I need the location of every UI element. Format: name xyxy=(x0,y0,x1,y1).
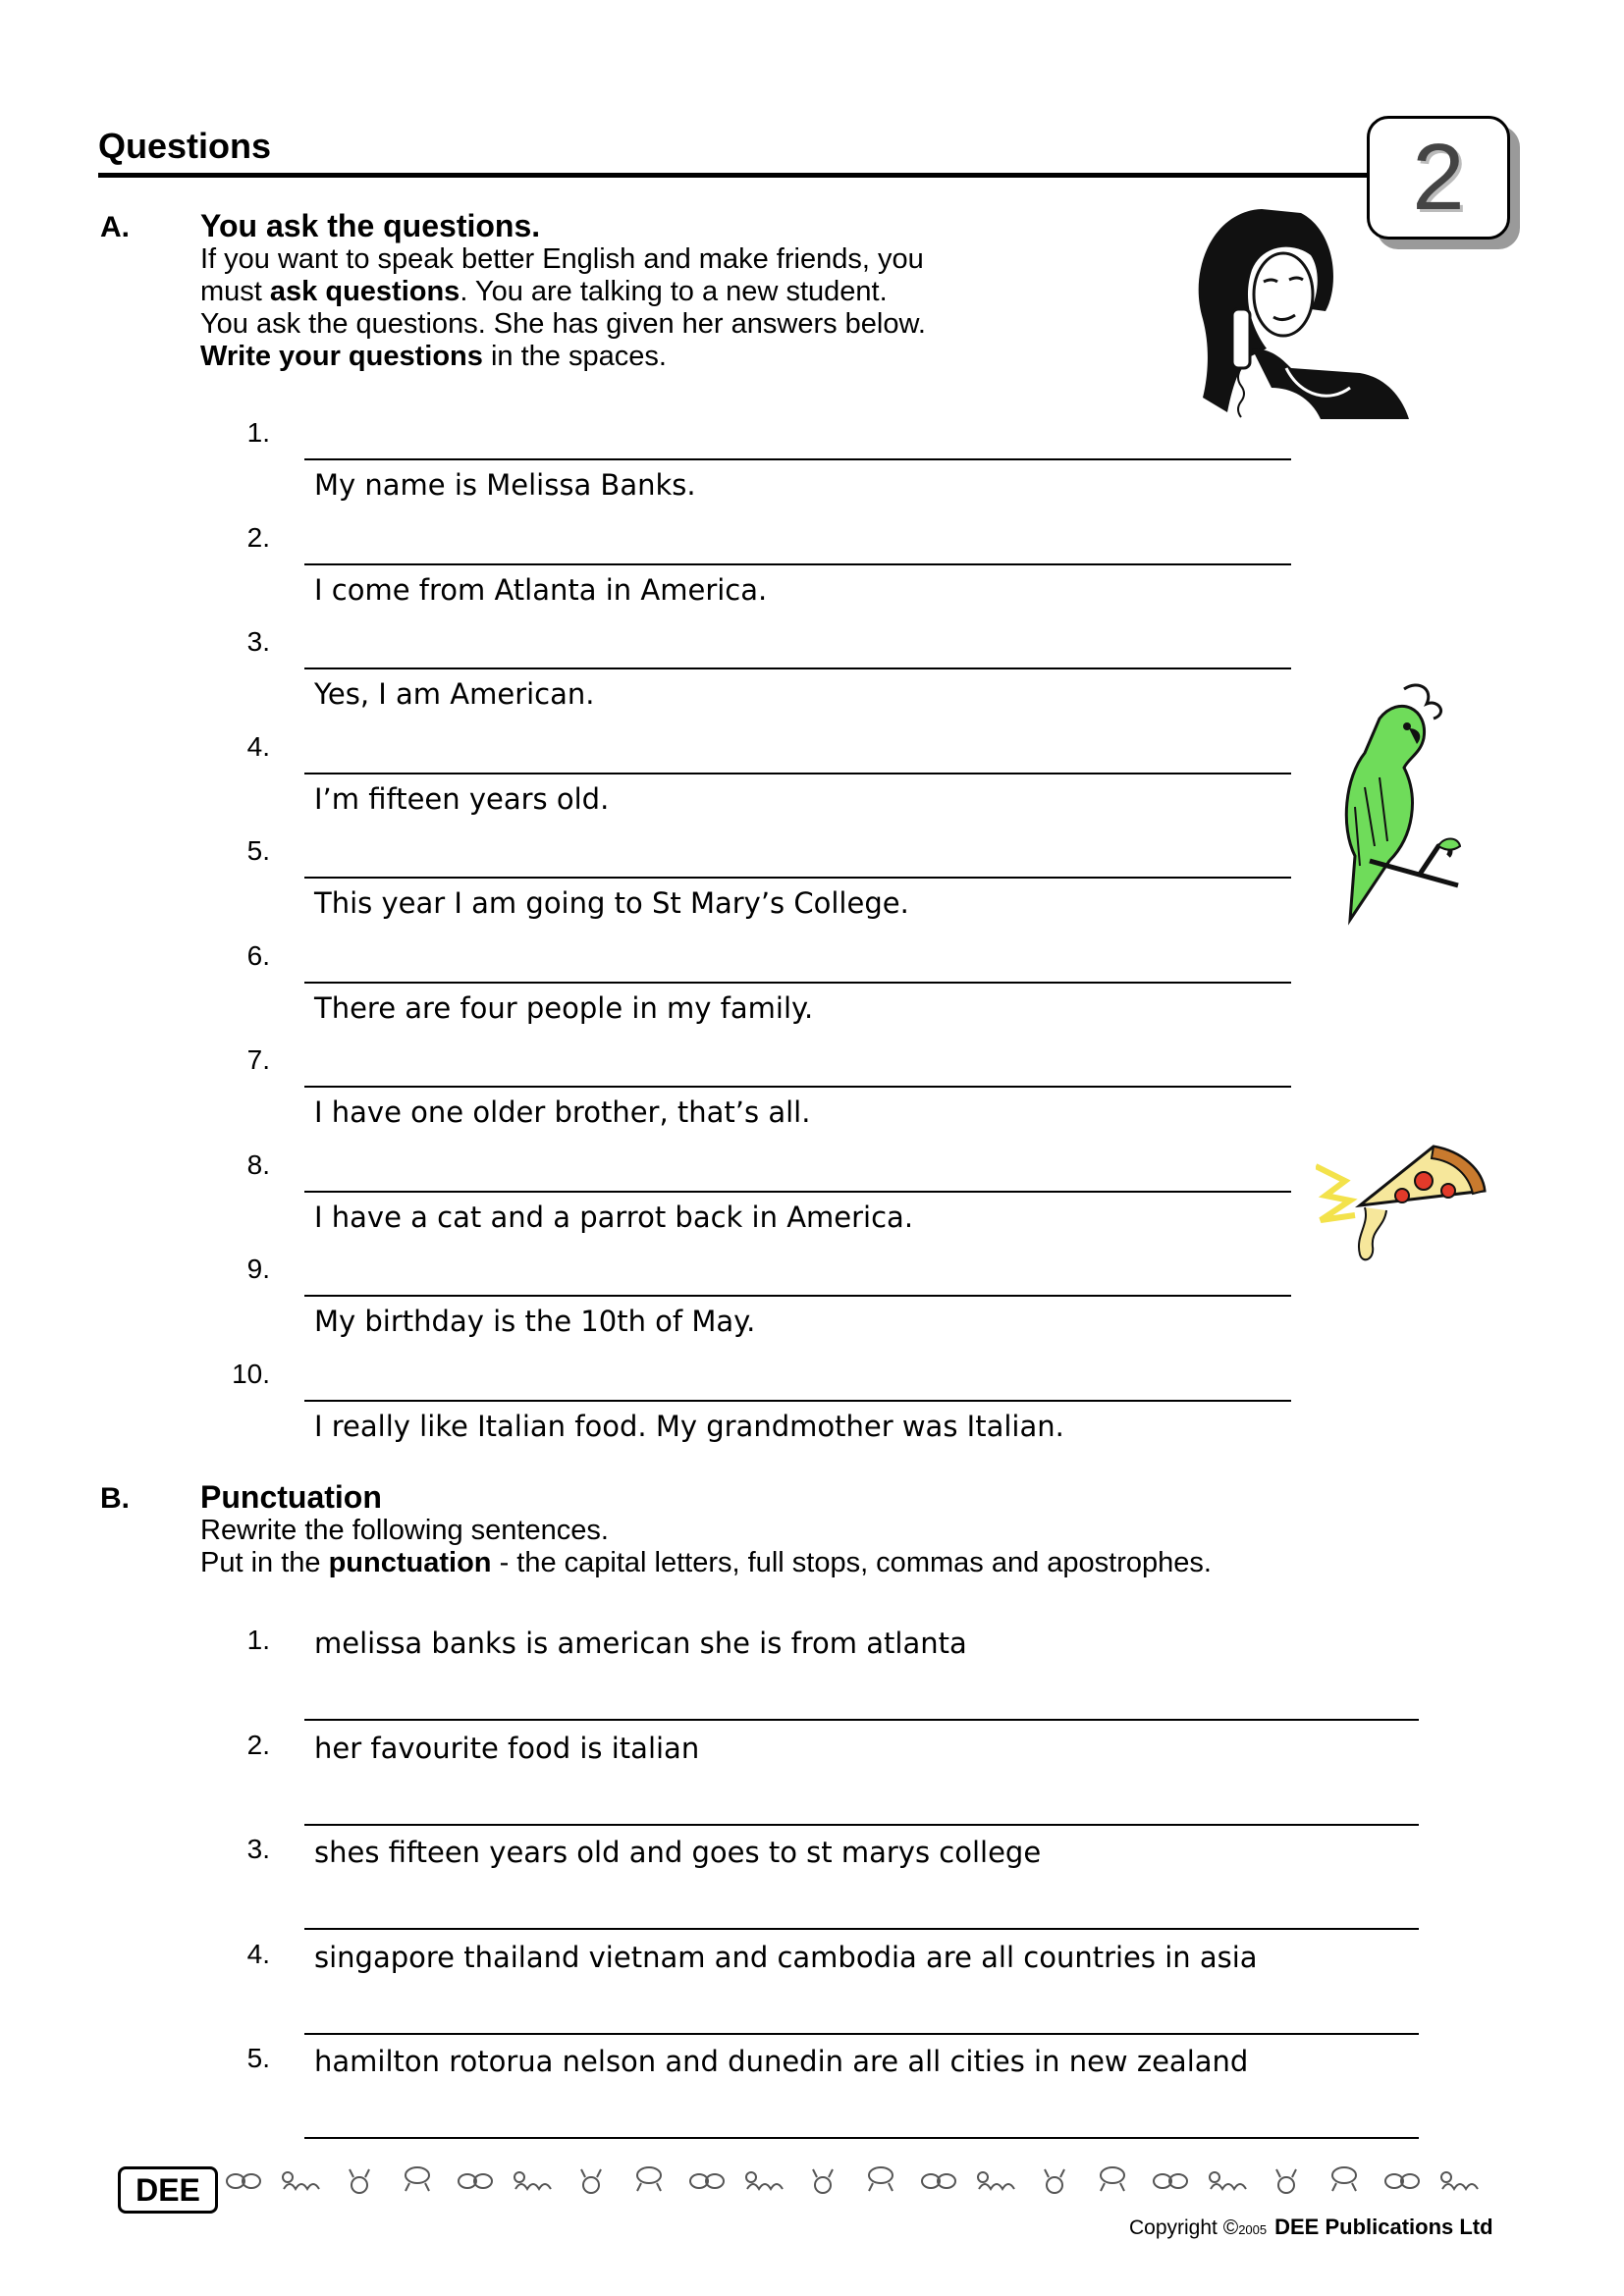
bug-doodle-icon xyxy=(581,2169,601,2193)
bug-doodle-icon xyxy=(637,2167,661,2191)
section-a-instruction-line xyxy=(200,276,926,308)
dee-logo: DEE xyxy=(118,2166,218,2214)
question-write-line[interactable] xyxy=(304,1400,1291,1402)
question-write-line[interactable] xyxy=(304,1086,1291,1088)
question-write-line[interactable] xyxy=(304,773,1291,774)
unpunctuated-sentence: her favourite food is italian xyxy=(314,1731,700,1765)
given-answer: I’m fifteen years old. xyxy=(314,781,610,816)
question-number: 1. xyxy=(246,417,270,448)
question-number: 2. xyxy=(246,521,270,553)
instruction-text: - the capital letters, full stops, commas and apostrophes. xyxy=(491,1547,1212,1578)
bug-doodle-icon xyxy=(406,2167,429,2191)
emphasis-text: ask questions xyxy=(269,276,460,307)
given-answer: I come from Atlanta in America. xyxy=(314,572,768,607)
unit-number: 2 xyxy=(1412,125,1465,230)
rewrite-line[interactable] xyxy=(304,1928,1419,1930)
section-a-instruction-line xyxy=(200,243,926,276)
instruction-text: Rewrite the following sentences. xyxy=(200,1515,609,1546)
bug-doodle-icon xyxy=(1276,2169,1296,2193)
bug-doodle-icon xyxy=(1154,2174,1187,2188)
question-write-line[interactable] xyxy=(304,667,1291,669)
bug-doodle-icon xyxy=(283,2172,319,2189)
bug-doodle-icon xyxy=(869,2167,893,2191)
given-answer: There are four people in my family. xyxy=(314,990,814,1025)
question-write-line[interactable] xyxy=(304,1191,1291,1193)
instruction-text: Put in the xyxy=(200,1547,329,1578)
bug-doodle-icon xyxy=(1101,2167,1124,2191)
bug-doodle-icon xyxy=(813,2169,833,2193)
copyright-label: Copyright © xyxy=(1129,2216,1239,2239)
bug-doodle-icon xyxy=(350,2169,369,2193)
instruction-text: If you want to speak better English and make friends, you xyxy=(200,243,924,275)
bug-doodle-icon xyxy=(459,2174,492,2188)
section-b-instructions xyxy=(200,1515,1212,1579)
section-a-letter: A. xyxy=(100,211,130,243)
emphasis-text: punctuation xyxy=(328,1547,492,1578)
sentence-number: 4. xyxy=(246,1938,270,1969)
title-rule xyxy=(98,173,1375,178)
bug-doodle-icon xyxy=(1332,2167,1356,2191)
question-write-line[interactable] xyxy=(304,982,1291,984)
unpunctuated-sentence: singapore thailand vietnam and cambodia are all countries in asia xyxy=(314,1940,1258,1974)
copyright-year: 2005 xyxy=(1238,2222,1268,2237)
unpunctuated-sentence: hamilton rotorua nelson and dunedin are all cities in new zealand xyxy=(314,2045,1249,2078)
instruction-text: must xyxy=(200,276,270,307)
section-b-heading: Punctuation xyxy=(200,1479,382,1515)
question-number: 9. xyxy=(246,1254,270,1284)
section-b-letter: B. xyxy=(100,1482,130,1515)
rewrite-line[interactable] xyxy=(304,1824,1419,1826)
given-answer: This year I am going to St Mary’s College. xyxy=(314,886,909,920)
unpunctuated-sentence: shes fifteen years old and goes to st marys college xyxy=(314,1836,1042,1869)
rewrite-line[interactable] xyxy=(304,1719,1419,1721)
question-number: 6. xyxy=(246,939,270,971)
section-a-instructions xyxy=(200,243,926,373)
bug-doodle-icon xyxy=(1385,2174,1419,2188)
instruction-text: in the spaces. xyxy=(482,341,667,372)
question-write-line[interactable] xyxy=(304,1295,1291,1297)
sentence-number: 1. xyxy=(246,1625,270,1655)
copyright-line xyxy=(1129,2215,1493,2240)
sentence-number: 2. xyxy=(246,1729,270,1760)
pizza-slice-icon xyxy=(1316,1137,1488,1274)
bug-doodle-icon xyxy=(514,2172,551,2189)
rewrite-line[interactable] xyxy=(304,2137,1419,2139)
bug-doodle-icon xyxy=(922,2174,955,2188)
instruction-text: . You are talking to a new student. xyxy=(460,276,888,307)
sentence-number: 3. xyxy=(246,1834,270,1864)
question-number: 10. xyxy=(232,1358,270,1389)
question-number: 3. xyxy=(246,626,270,657)
bug-doodle-icon xyxy=(978,2172,1014,2189)
given-answer: My birthday is the 10th of May. xyxy=(314,1305,756,1338)
section-a-instruction-line xyxy=(200,341,926,373)
given-answer: I have a cat and a parrot back in America. xyxy=(314,1200,914,1234)
given-answer: I have one older brother, that’s all. xyxy=(314,1095,811,1129)
unpunctuated-sentence: melissa banks is american she is from atlanta xyxy=(314,1627,967,1660)
question-number: 7. xyxy=(246,1044,270,1075)
question-write-line[interactable] xyxy=(304,458,1291,460)
bug-doodle-icon xyxy=(690,2174,724,2188)
decorative-bugs-border xyxy=(216,2160,1512,2211)
instruction-text: You ask the questions. She has given her answers below. xyxy=(200,308,926,340)
given-answer: Yes, I am American. xyxy=(314,677,595,711)
question-write-line[interactable] xyxy=(304,877,1291,879)
question-number: 5. xyxy=(246,835,270,866)
parrot-icon xyxy=(1311,679,1468,930)
given-answer: My name is Melissa Banks. xyxy=(314,468,696,502)
section-a-instruction-line xyxy=(200,308,926,341)
section-b-instruction-line xyxy=(200,1547,1212,1579)
publisher-name: DEE Publications Ltd xyxy=(1274,2215,1493,2239)
girl-on-phone-icon xyxy=(1193,201,1419,422)
question-number: 4. xyxy=(246,730,270,762)
rewrite-line[interactable] xyxy=(304,2033,1419,2035)
sentence-number: 5. xyxy=(246,2043,270,2073)
bug-doodle-icon xyxy=(227,2174,260,2188)
question-write-line[interactable] xyxy=(304,563,1291,565)
section-b-instruction-line xyxy=(200,1515,1212,1547)
page-title: Questions xyxy=(98,126,272,166)
emphasis-text: Write your questions xyxy=(200,341,483,372)
section-a-heading: You ask the questions. xyxy=(200,208,541,243)
bug-doodle-icon xyxy=(1045,2169,1064,2193)
question-number: 8. xyxy=(246,1148,270,1180)
given-answer: I really like Italian food. My grandmother was Italian. xyxy=(314,1409,1064,1443)
bug-doodle-icon xyxy=(1441,2172,1478,2189)
bug-doodle-icon xyxy=(1210,2172,1246,2189)
bug-doodle-icon xyxy=(746,2172,783,2189)
